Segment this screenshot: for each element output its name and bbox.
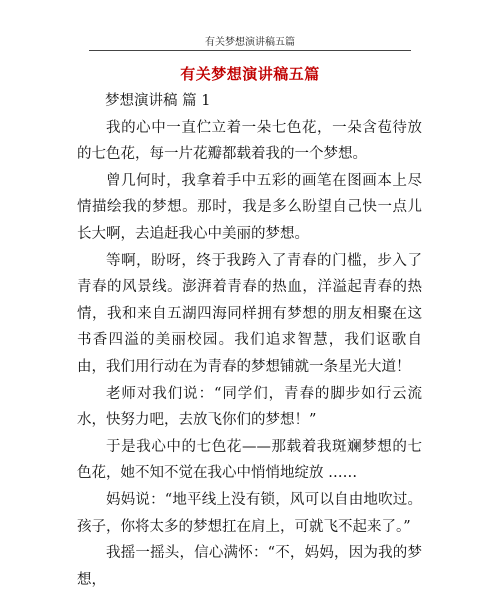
paragraph: 我摇一摇头，信心满怀：“不，妈妈，因为我的梦想， [77,545,422,588]
running-header: 有关梦想演讲稿五篇 [205,37,295,48]
paragraph: 等啊，盼呀，终于我跨入了青春的门槛，步入了青春的风景线。澎湃着青春的热血，洋溢起青春的热情，我和来自五湖四海同样拥有梦想的朋友相聚在这书香四溢的美丽校园。我们追求智慧，我们讴歌自由，我们用行动在为青春的梦想铺就一条星光大道！ [77,252,422,375]
paragraph: 老师对我们说：“同学们，青春的脚步如行云流水，快努力吧，去放飞你们的梦想！” [77,385,422,429]
paragraph: 我的心中一直伫立着一朵七色花，一朵含苞待放的七色花，每一片花瓣都载着我的一个梦想。 [77,119,422,163]
section-heading: 梦想演讲稿 篇 1 [105,93,211,109]
paragraph: 于是我心中的七色花——那载着我斑斓梦想的七色花，她不知不觉在我心中悄悄地绽放 …… [77,438,422,482]
paragraph: 妈妈说：“地平线上没有锁，风可以自由地吹过。孩子，你将太多的梦想扛在肩上，可就飞不起来了。” [77,491,422,535]
paragraph: 曾几何时，我拿着手中五彩的画笔在图画本上尽情描绘我的梦想。那时，我是多么盼望自己快一点儿长大啊，去追赶我心中美丽的梦想。 [77,172,422,242]
page-header [0,0,500,52]
document-body [77,88,422,593]
document-title: 有关梦想演讲稿五篇 [180,65,320,83]
header-divider [89,50,411,51]
